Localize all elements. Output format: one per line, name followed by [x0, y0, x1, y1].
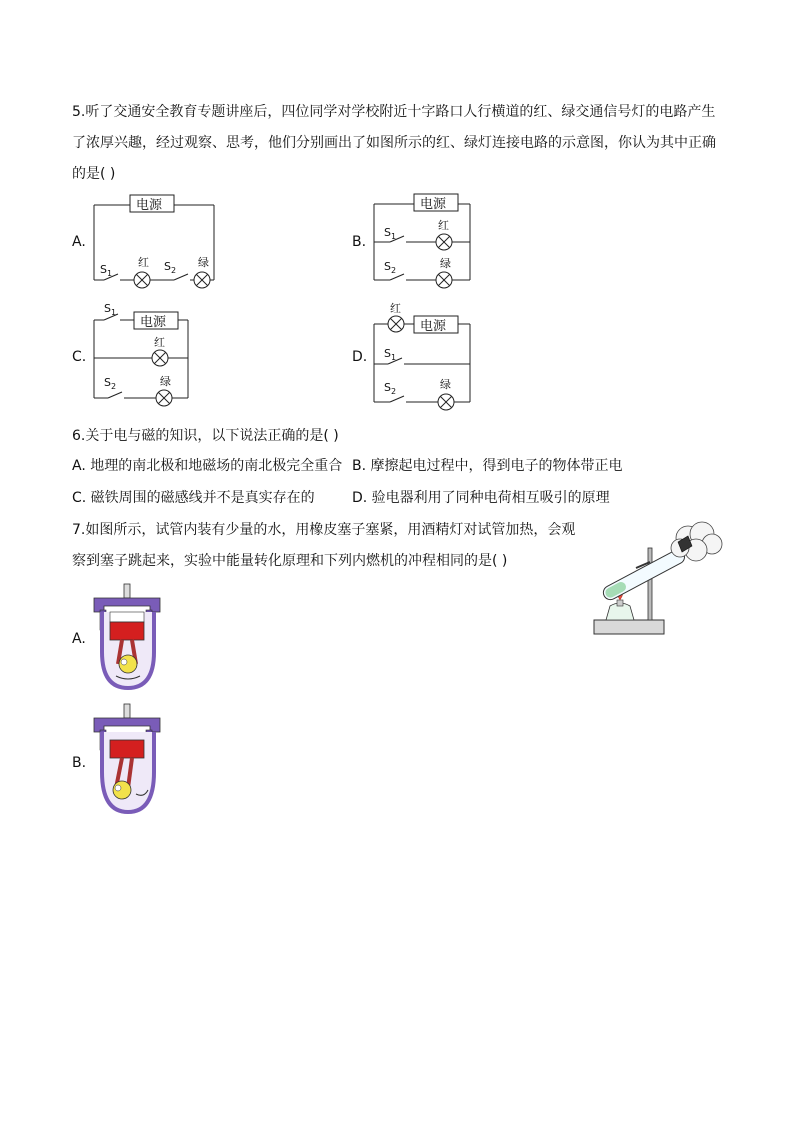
q6-option-d: D. 验电器利用了同种电荷相互吸引的原理 — [352, 490, 610, 506]
s1-label: $S_1$ — [104, 302, 117, 317]
green-label: 绿 — [198, 256, 209, 269]
test-tube-apparatus-illustration — [592, 520, 727, 640]
q7-stem-line2: 察到塞子跳起来，实验中能量转化原理和下列内燃机的冲程相同的是( ) — [72, 553, 508, 569]
q6-option-a: A. 地理的南北极和地磁场的南北极完全重合 — [72, 458, 343, 474]
s2-label: $S_2$ — [384, 260, 397, 275]
power-label: 电源 — [420, 197, 447, 212]
circuit-a — [88, 190, 228, 290]
s1-label: $S_1$ — [100, 263, 113, 278]
q7-stem-line1: 7.如图所示，试管内装有少量的水，用橡皮塞子塞紧，用酒精灯对试管加热，会观 — [72, 522, 576, 538]
green-label: 绿 — [160, 375, 171, 388]
power-label: 电源 — [140, 315, 167, 330]
circuit-d — [368, 298, 488, 408]
q7-option-a-label: A. — [72, 631, 86, 647]
s1-label: $S_1$ — [384, 226, 397, 241]
q7-option-b-label: B. — [72, 755, 87, 771]
q5-option-c-label: C. — [72, 349, 87, 365]
power-label: 电源 — [420, 319, 447, 334]
engine-stroke-b-illustration — [88, 702, 168, 820]
q5-option-b-label: B. — [352, 234, 367, 250]
s2-label: $S_2$ — [104, 376, 117, 391]
red-label: 红 — [138, 256, 149, 269]
s1-label: $S_1$ — [384, 347, 397, 362]
q5-stem-line3: 的是( ) — [72, 166, 116, 182]
power-label: 电源 — [136, 198, 163, 213]
q5-stem-line1: 5.听了交通安全教育专题讲座后，四位同学对学校附近十字路口人行横道的红、绿交通信号灯的电路产生 — [72, 104, 716, 120]
circuit-c — [88, 300, 208, 405]
circuit-b — [368, 190, 488, 290]
green-label: 绿 — [440, 378, 451, 391]
q5-option-d-label: D. — [352, 349, 368, 365]
q6-stem: 6.关于电与磁的知识，以下说法正确的是( ) — [72, 428, 339, 444]
q5-stem-line2: 了浓厚兴趣，经过观察、思考，他们分别画出了如图所示的红、绿灯连接电路的示意图，你认为其中正确 — [72, 135, 716, 151]
red-label: 红 — [438, 219, 449, 232]
s2-label: $S_2$ — [164, 260, 177, 275]
q6-option-c: C. 磁铁周围的磁感线并不是真实存在的 — [72, 490, 315, 506]
s2-label: $S_2$ — [384, 381, 397, 396]
green-label: 绿 — [440, 257, 451, 270]
red-label: 红 — [390, 302, 401, 315]
q6-option-b: B. 摩擦起电过程中，得到电子的物体带正电 — [352, 458, 623, 474]
red-label: 红 — [154, 336, 165, 349]
q5-option-a-label: A. — [72, 234, 86, 250]
engine-stroke-a-illustration — [88, 582, 168, 697]
